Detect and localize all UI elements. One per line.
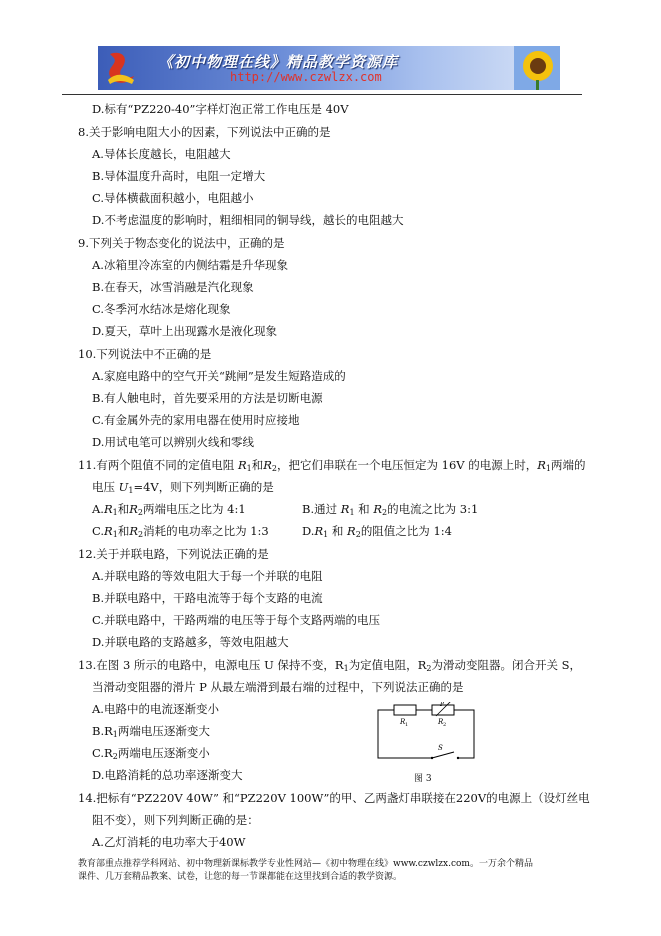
q12-option-c: C.并联电路中，干路两端的电压等于每个支路两端的电压 bbox=[92, 613, 381, 627]
q8-option-a: A.导体长度越长，电阻越大 bbox=[92, 147, 231, 161]
q12-option-a: A.并联电路的等效电阻大于每一个并联的电阻 bbox=[92, 569, 323, 583]
q8-option-d: D.不考虑温度的影响时，粗细相同的铜导线，越长的电阻越大 bbox=[92, 213, 404, 227]
q13-option-c: $C.R_2$两端电压逐渐变小 bbox=[92, 746, 210, 761]
r1-label: R bbox=[400, 718, 406, 726]
q10-option-d: D.用试电笔可以辨别火线和零线 bbox=[92, 435, 254, 449]
q12-stem: 12.关于并联电路，下列说法正确的是 bbox=[78, 547, 269, 561]
q13-option-d: D.电路消耗的总功率逐渐变大 bbox=[92, 768, 243, 782]
q10-stem: 10.下列说法中不正确的是 bbox=[78, 347, 212, 361]
figure-3-label: 图 3 bbox=[414, 774, 432, 784]
q7-option-d: D.标有“PZ220-40”字样灯泡正常工作电压是 40V bbox=[92, 102, 349, 116]
q10-option-c: C.有金属外壳的家用电器在使用时应接地 bbox=[92, 413, 300, 427]
q13-stem-cont: 当滑动变阻器的滑片 P 从最左端滑到最右端的过程中，下列说法正确的是 bbox=[92, 680, 464, 694]
page-footer bbox=[78, 858, 598, 884]
q9-option-d: D.夏天，草叶上出现露水是液化现象 bbox=[92, 324, 277, 338]
resistor-r1 bbox=[394, 705, 416, 715]
r2-label: R bbox=[438, 718, 444, 726]
q12-option-d: D.并联电路的支路越多，等效电阻越大 bbox=[92, 635, 289, 649]
q8-option-b: B.导体温度升高时，电阻一定增大 bbox=[92, 169, 266, 183]
q11-option-b: B.通过 $R_1$ 和 $R_2$的电流之比为 3:1 bbox=[302, 502, 479, 517]
header-rule bbox=[62, 94, 582, 95]
q11-stem-cont: 电压 $U_1=4V$，则下列判断正确的是 bbox=[92, 480, 274, 495]
q8-option-c: C.导体横截面积越小，电阻越小 bbox=[92, 191, 254, 205]
header-banner bbox=[98, 46, 560, 90]
banner-url[interactable]: http://www.czwlzx.com bbox=[230, 70, 382, 84]
sunflower-icon bbox=[514, 46, 560, 90]
slider-p-label: P bbox=[440, 702, 445, 708]
circuit-diagram bbox=[376, 702, 476, 762]
q14-option-a: A.乙灯消耗的电功率大于40W bbox=[92, 835, 246, 849]
switch-s-label: S bbox=[438, 744, 443, 752]
q12-option-b: B.并联电路中，干路电流等于每个支路的电流 bbox=[92, 591, 323, 605]
q9-option-c: C.冬季河水结冰是熔化现象 bbox=[92, 302, 231, 316]
q13-option-b: $B.R_1$两端电压逐渐变大 bbox=[92, 724, 210, 739]
q13-option-a: A.电路中的电流逐渐变小 bbox=[92, 702, 219, 716]
q11-option-a: $A.R_1$和$R_2$两端电压之比为 4:1 bbox=[92, 502, 246, 517]
q9-stem: 9.下列关于物态变化的说法中，正确的是 bbox=[78, 236, 285, 250]
q14-stem-cont: 阻不变），则下列判断正确的是： bbox=[92, 813, 259, 827]
q14-stem: 14.把标有“PZ220V 40W” 和“PZ220V 100W”的甲、乙两盏灯串联接在220V的电源上（设灯丝电 bbox=[78, 791, 590, 805]
q11-stem: 11.有两个阻值不同的定值电阻 $R_1$和$R_2$，把它们串联在一个电压恒定为 16V 的电源上时，$R_1$两端的 bbox=[78, 458, 586, 473]
q10-option-a: A.家庭电路中的空气开关“跳闸”是发生短路造成的 bbox=[92, 369, 346, 383]
footer-line-2: 课件、几万套精品教案、试卷，让您的每一节课都能在这里找到合适的教学资源。 bbox=[78, 872, 403, 882]
q11-option-d: $D.R_1$ 和 $R_2$的阻值之比为 1:4 bbox=[302, 524, 452, 539]
q11-option-c: $C.R_1$和$R_2$消耗的电功率之比为 1:3 bbox=[92, 524, 269, 539]
q13-stem: 13.在图 3 所示的电路中，电源电压 U 保持不变，$R_1$为定值电阻，$R_2$为滑动变阻器。闭合开关 S， bbox=[78, 658, 581, 673]
r2-subscript: 2 bbox=[443, 722, 447, 728]
site-logo-icon bbox=[104, 50, 138, 86]
q8-stem: 8.关于影响电阻大小的因素，下列说法中正确的是 bbox=[78, 125, 331, 139]
r1-subscript: 1 bbox=[405, 722, 409, 728]
q9-option-a: A.冰箱里冷冻室的内侧结霜是升华现象 bbox=[92, 258, 288, 272]
footer-line-1: 教育部重点推荐学科网站、初中物理新课标教学专业性网站—《初中物理在线》www.czwlzx.com。一万余个精品 bbox=[78, 859, 533, 869]
q10-option-b: B.有人触电时，首先要采用的方法是切断电源 bbox=[92, 391, 323, 405]
banner-title: 《初中物理在线》精品教学资源库 bbox=[158, 53, 399, 71]
q9-option-b: B.在春天，冰雪消融是汽化现象 bbox=[92, 280, 254, 294]
